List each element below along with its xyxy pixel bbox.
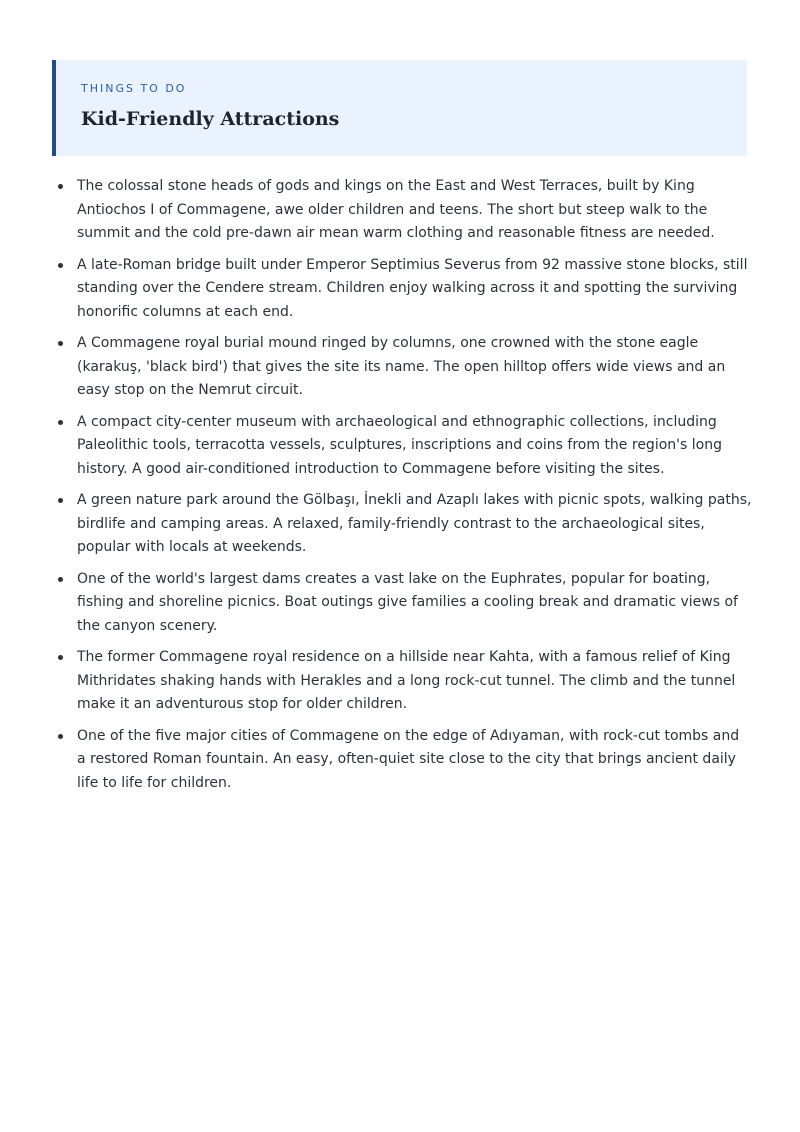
bullet-icon [58, 341, 63, 346]
list-item [58, 175, 752, 246]
attraction-description: A green nature park around the Gölbaşı, İnekli and Azaplı lakes with picnic spots, walking paths, birdlife and camping areas. A relaxed, family-friendly contrast to the archaeological sites, popular with locals at weekends. [77, 492, 752, 555]
list-item [58, 646, 752, 717]
attraction-description: The colossal stone heads of gods and kings on the East and West Terraces, built by King Antiochos I of Commagene, awe older children and teens. The short but steep walk to the summit and the cold pre-dawn air mean warm clothing and reasonable fitness are needed. [77, 178, 715, 241]
list-item [58, 568, 752, 639]
bullet-icon [58, 263, 63, 268]
section-title: Kid-Friendly Attractions [81, 108, 340, 130]
bullet-icon [58, 577, 63, 582]
bullet-icon [58, 420, 63, 425]
section-eyebrow: THINGS TO DO [81, 82, 187, 95]
attraction-description: A compact city-center museum with archaeological and ethnographic collections, including Paleolithic tools, terracotta vessels, sculptures, inscriptions and coins from the region's long history. A good air-conditioned introduction to Commagene before visiting the sites. [77, 413, 722, 477]
list-item [58, 254, 752, 325]
list-item [58, 411, 752, 482]
list-item [58, 489, 752, 560]
list-item [58, 725, 752, 796]
list-item [58, 332, 752, 403]
section-header [52, 60, 747, 156]
attraction-description: A Commagene royal burial mound ringed by columns, one crowned with the stone eagle (karakuş, 'black bird') that gives the site its name. The open hilltop offers wide views and an easy stop on the Nemrut circuit. [77, 335, 726, 398]
bullet-icon [58, 184, 63, 189]
bullet-icon [58, 498, 63, 503]
attraction-description: One of the world's largest dams creates a vast lake on the Euphrates, popular for boating, fishing and shoreline picnics. Boat outings give families a cooling break and dramatic views of the canyon scenery. [77, 570, 738, 634]
attraction-description: A late-Roman bridge built under Emperor Septimius Severus from 92 massive stone blocks, still standing over the Cendere stream. Children enjoy walking across it and spotting the surviving honorific columns at each end. [77, 256, 748, 320]
bullet-icon [58, 734, 63, 739]
attraction-description: One of the five major cities of Commagene on the edge of Adıyaman, with rock-cut tombs and a restored Roman fountain. An easy, often-quiet site close to the city that brings ancient daily life to life for children. [77, 727, 740, 791]
bullet-icon [58, 655, 63, 660]
attractions-list [58, 175, 752, 803]
attraction-description: The former Commagene royal residence on a hillside near Kahta, with a famous relief of King Mithridates shaking hands with Herakles and a long rock-cut tunnel. The climb and the tunnel make it an adventurous stop for older children. [77, 649, 736, 712]
